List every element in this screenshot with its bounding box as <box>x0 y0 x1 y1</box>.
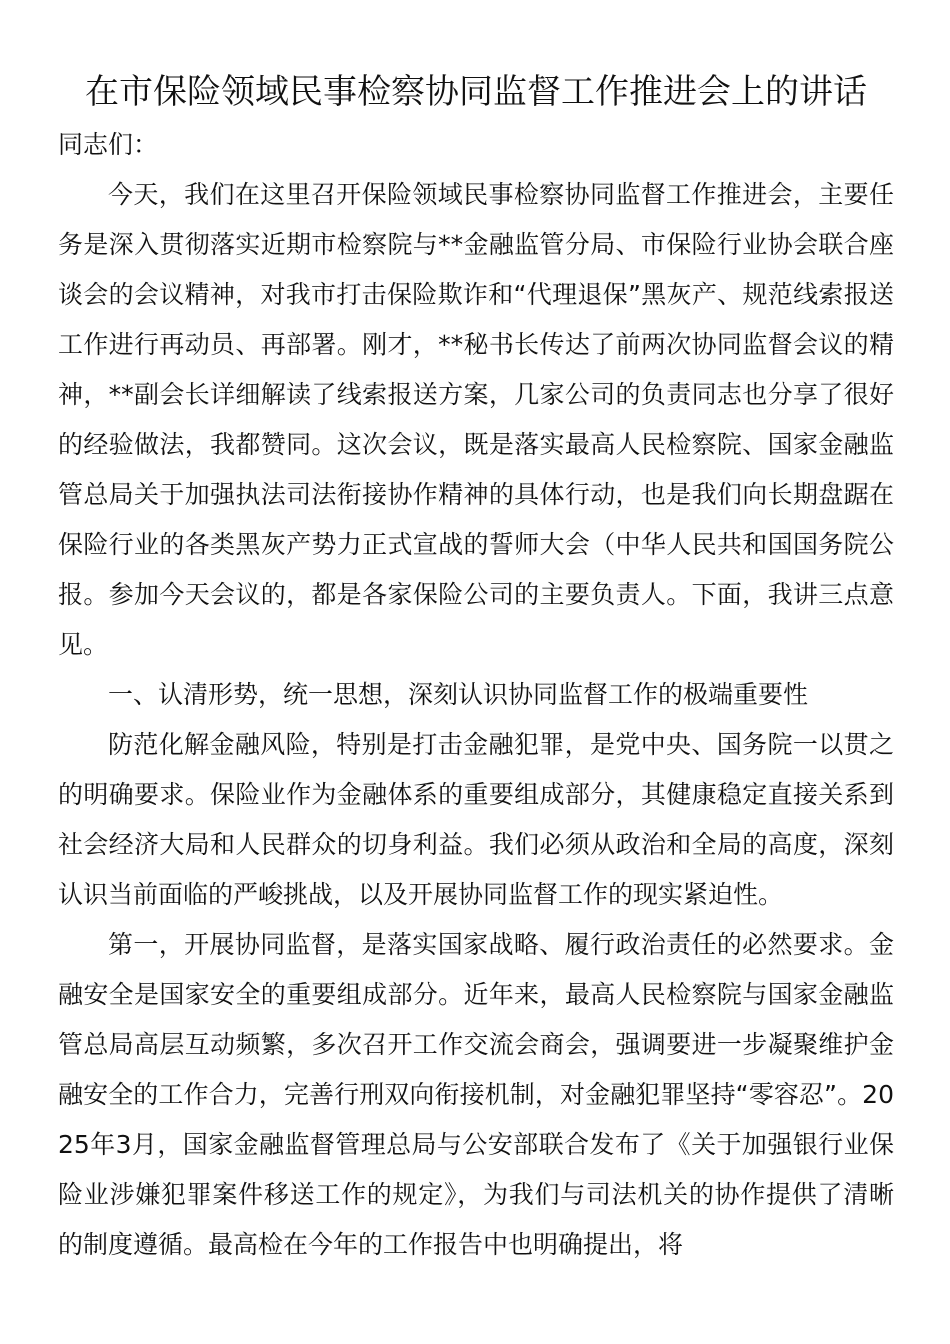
opening-paragraph: 今天，我们在这里召开保险领域民事检察协同监督工作推进会，主要任务是深入贯彻落实近期市检察院与**金融监管分局、市保险行业协会联合座谈会的会议精神，对我市打击保险欺诈和“代理退保”黑灰产、规范线索报送工作进行再动员、再部署。刚才，**秘书长传达了前两次协同监督会议的精神，**副会长详细解读了线索报送方案，几家公司的负责同志也分享了很好的经验做法，我都赞同。这次会议，既是落实最高人民检察院、国家金融监管总局关于加强执法司法衔接协作精神的具体行动，也是我们向长期盘踞在保险行业的各类黑灰产势力正式宣战的誓师大会（中华人民共和国国务院公报。参加今天会议的，都是各家保险公司的主要负责人。下面，我讲三点意见。 <box>58 180 894 659</box>
salutation: 同志们： <box>58 130 159 159</box>
section-heading-1: 一、认清形势，统一思想，深刻认识协同监督工作的极端重要性 <box>108 680 809 709</box>
document-body <box>58 64 894 1270</box>
document-title: 在市保险领域民事检察协同监督工作推进会上的讲话 <box>85 72 867 112</box>
section-paragraph: 第一，开展协同监督，是落实国家战略、履行政治责任的必然要求。金融安全是国家安全的重要组成部分。近年来，最高人民检察院与国家金融监管总局高层互动频繁，多次召开工作交流会商会，强调要进一步凝聚维护金融安全的工作合力，完善行刑双向衔接机制，对金融犯罪坚持“零容忍”。2025年3月，国家金融监督管理总局与公安部联合发布了《关于加强银行业保险业涉嫌犯罪案件移送工作的规定》，为我们与司法机关的协作提供了清晰的制度遵循。最高检在今年的工作报告中也明确提出，将 <box>58 930 894 1259</box>
section-paragraph: 防范化解金融风险，特别是打击金融犯罪，是党中央、国务院一以贯之的明确要求。保险业作为金融体系的重要组成部分，其健康稳定直接关系到社会经济大局和人民群众的切身利益。我们必须从政治和全局的高度，深刻认识当前面临的严峻挑战，以及开展协同监督工作的现实紧迫性。 <box>58 730 894 909</box>
